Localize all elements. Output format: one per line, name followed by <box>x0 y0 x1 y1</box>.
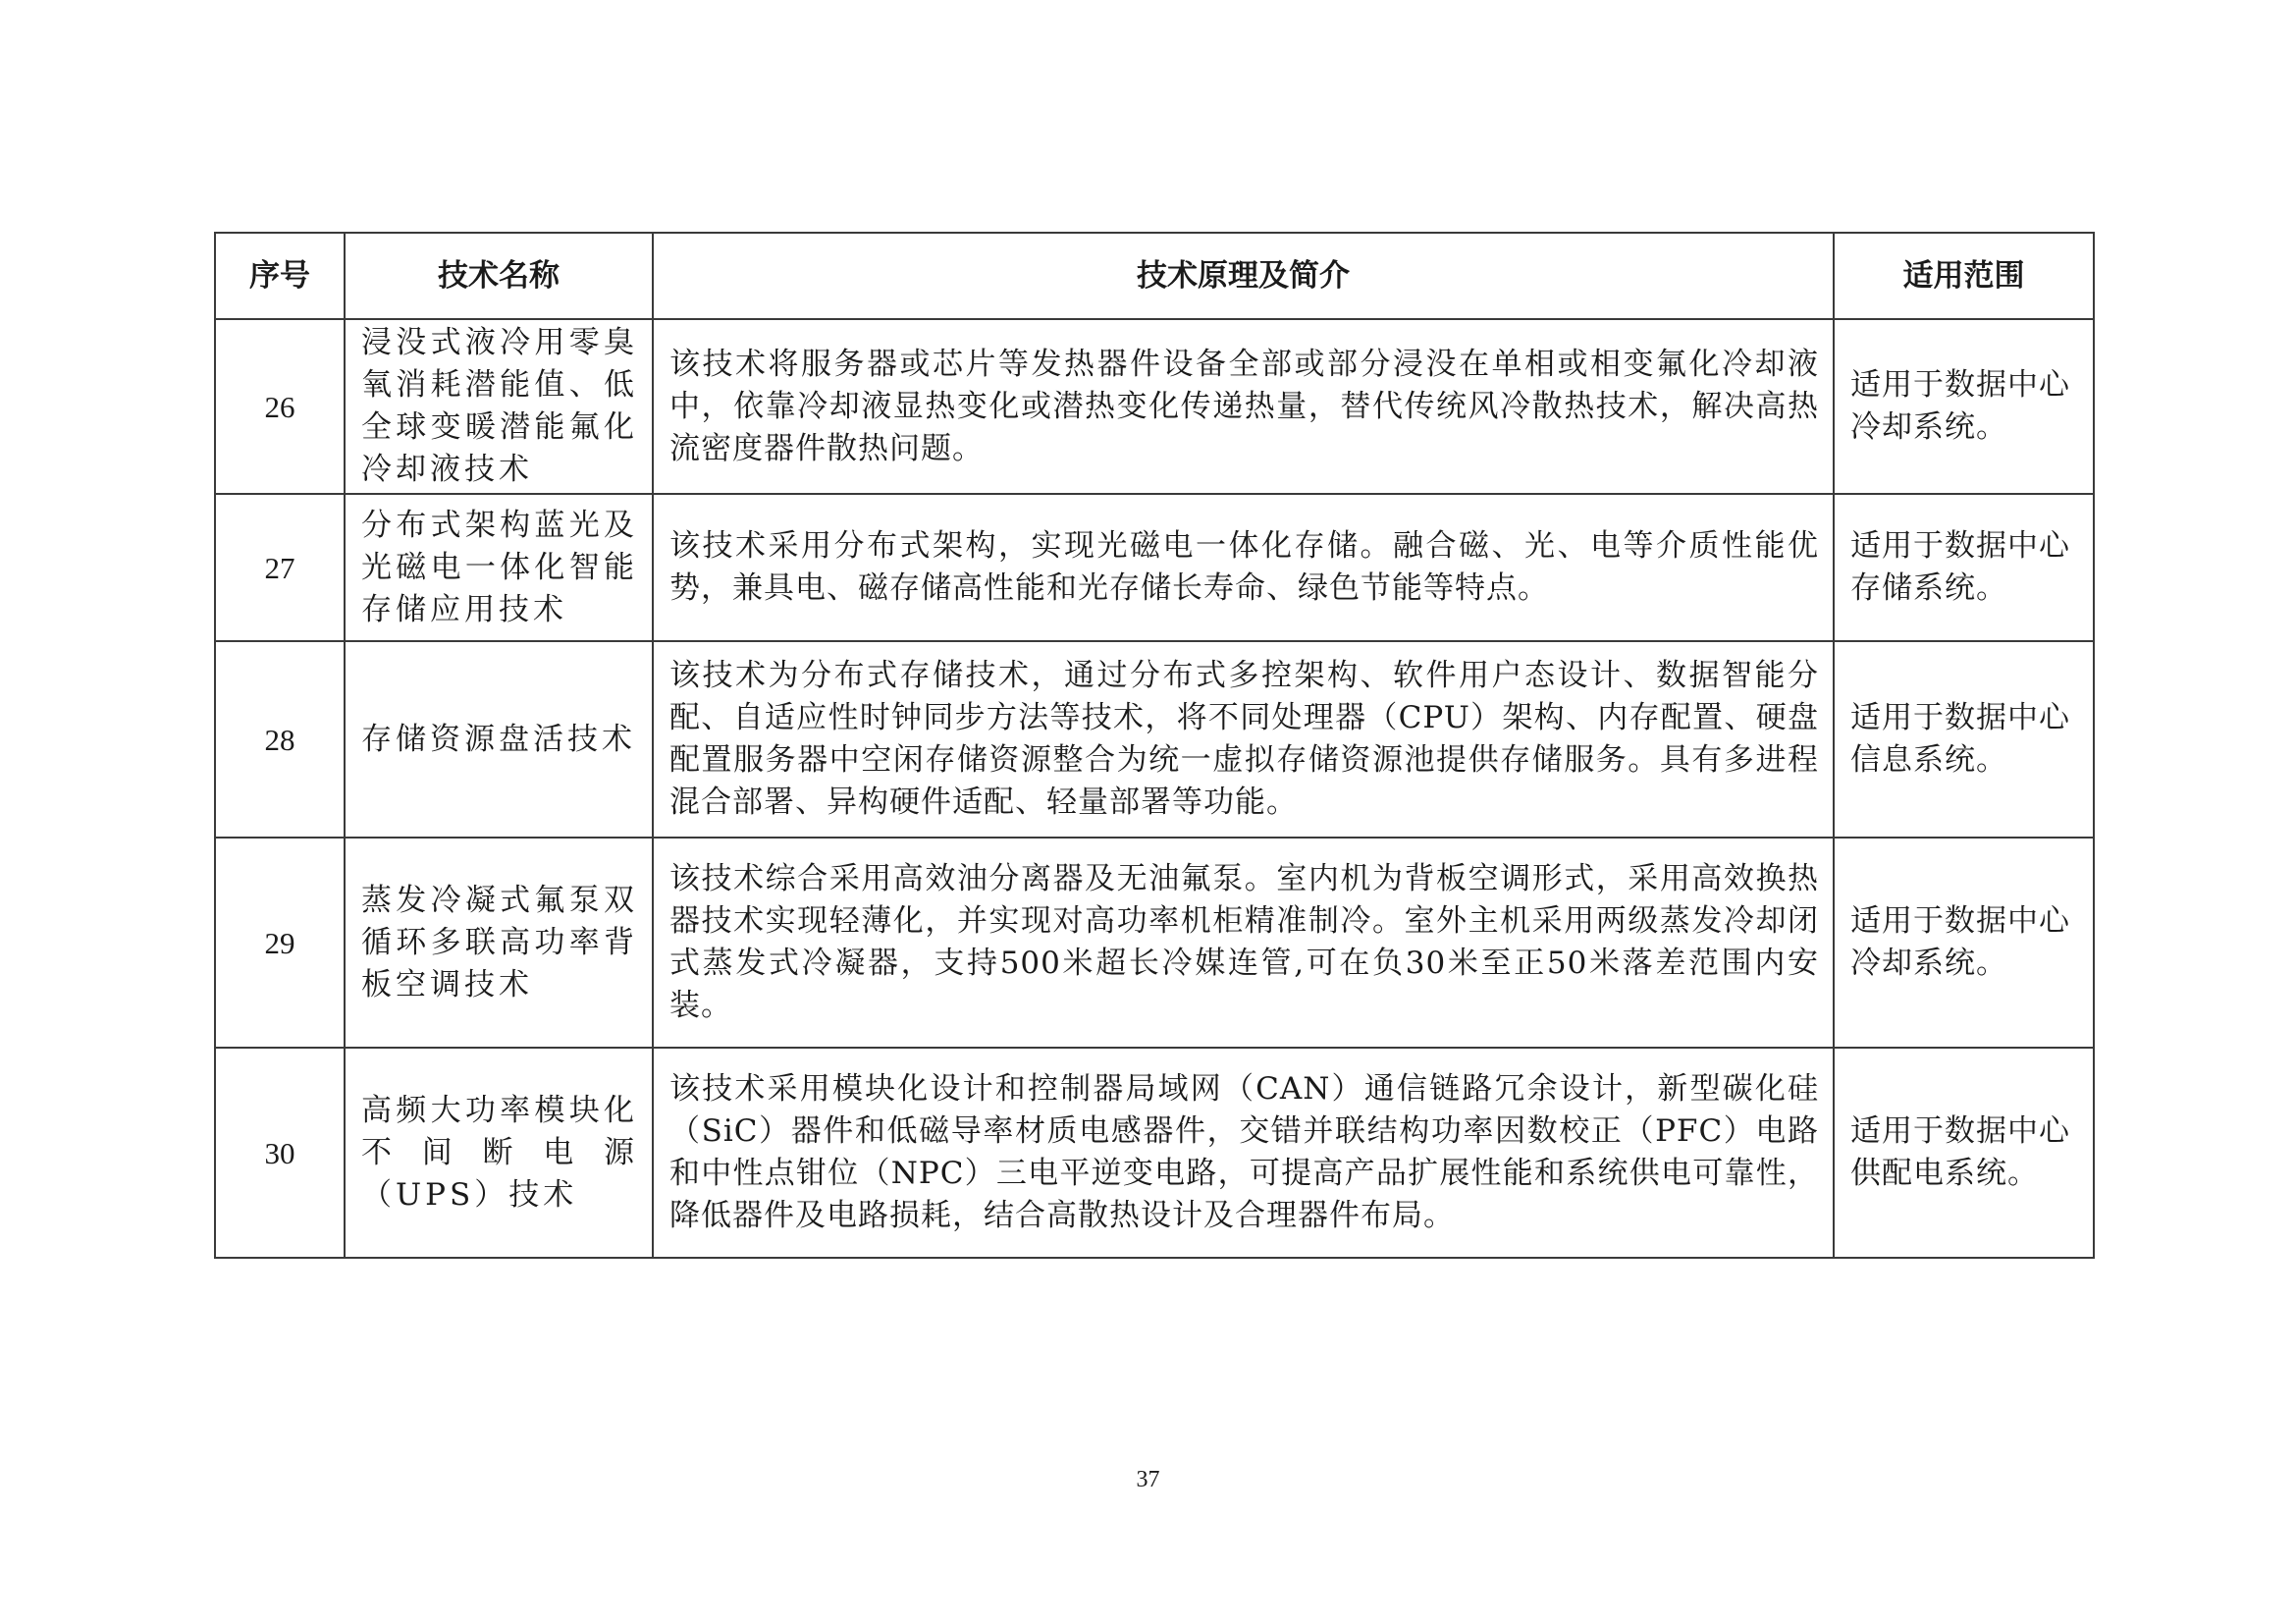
row-number: 26 <box>215 319 345 494</box>
application-scope: 适用于数据中心供配电系统。 <box>1834 1048 2094 1258</box>
technology-description: 该技术采用模块化设计和控制器局域网（CAN）通信链路冗余设计，新型碳化硅（SiC）器件和低磁导率材质电感器件，交错并联结构功率因数校正（PFC）电路和中性点钳位（NPC）三电平逆变电路，可提高产品扩展性能和系统供电可靠性，降低器件及电路损耗，结合高散热设计及合理器件布局。 <box>653 1048 1834 1258</box>
table-row <box>215 641 2094 838</box>
table-row <box>215 494 2094 641</box>
row-number: 29 <box>215 838 345 1048</box>
application-scope: 适用于数据中心冷却系统。 <box>1834 838 2094 1048</box>
row-number: 30 <box>215 1048 345 1258</box>
application-scope: 适用于数据中心信息系统。 <box>1834 641 2094 838</box>
technology-name: 浸没式液冷用零臭氧消耗潜能值、低全球变暖潜能氟化冷却液技术 <box>345 319 653 494</box>
technology-description: 该技术将服务器或芯片等发热器件设备全部或部分浸没在单相或相变氟化冷却液中，依靠冷却液显热变化或潜热变化传递热量，替代传统风冷散热技术，解决高热流密度器件散热问题。 <box>653 319 1834 494</box>
technology-name: 分布式架构蓝光及光磁电一体化智能存储应用技术 <box>345 494 653 641</box>
row-number: 28 <box>215 641 345 838</box>
technology-name: 高频大功率模块化不间断电源（UPS）技术 <box>345 1048 653 1258</box>
header-name: 技术名称 <box>345 233 653 319</box>
table-row <box>215 319 2094 494</box>
technology-name: 存储资源盘活技术 <box>345 641 653 838</box>
technology-description: 该技术为分布式存储技术，通过分布式多控架构、软件用户态设计、数据智能分配、自适应性时钟同步方法等技术，将不同处理器（CPU）架构、内存配置、硬盘配置服务器中空闲存储资源整合为统一虚拟存储资源池提供存储服务。具有多进程混合部署、异构硬件适配、轻量部署等功能。 <box>653 641 1834 838</box>
application-scope: 适用于数据中心冷却系统。 <box>1834 319 2094 494</box>
table-header-row <box>215 233 2094 319</box>
header-scope: 适用范围 <box>1834 233 2094 319</box>
technology-description: 该技术采用分布式架构，实现光磁电一体化存储。融合磁、光、电等介质性能优势，兼具电、磁存储高性能和光存储长寿命、绿色节能等特点。 <box>653 494 1834 641</box>
application-scope: 适用于数据中心存储系统。 <box>1834 494 2094 641</box>
header-no: 序号 <box>215 233 345 319</box>
table-row <box>215 838 2094 1048</box>
technology-table <box>214 232 2095 1259</box>
technology-name: 蒸发冷凝式氟泵双循环多联高功率背板空调技术 <box>345 838 653 1048</box>
page-number: 37 <box>1136 1467 1160 1492</box>
technology-description: 该技术综合采用高效油分离器及无油氟泵。室内机为背板空调形式，采用高效换热器技术实现轻薄化，并实现对高功率机柜精准制冷。室外主机采用两级蒸发冷却闭式蒸发式冷凝器，支持500米超长冷媒连管,可在负30米至正50米落差范围内安装。 <box>653 838 1834 1048</box>
header-description: 技术原理及简介 <box>653 233 1834 319</box>
table-row <box>215 1048 2094 1258</box>
row-number: 27 <box>215 494 345 641</box>
